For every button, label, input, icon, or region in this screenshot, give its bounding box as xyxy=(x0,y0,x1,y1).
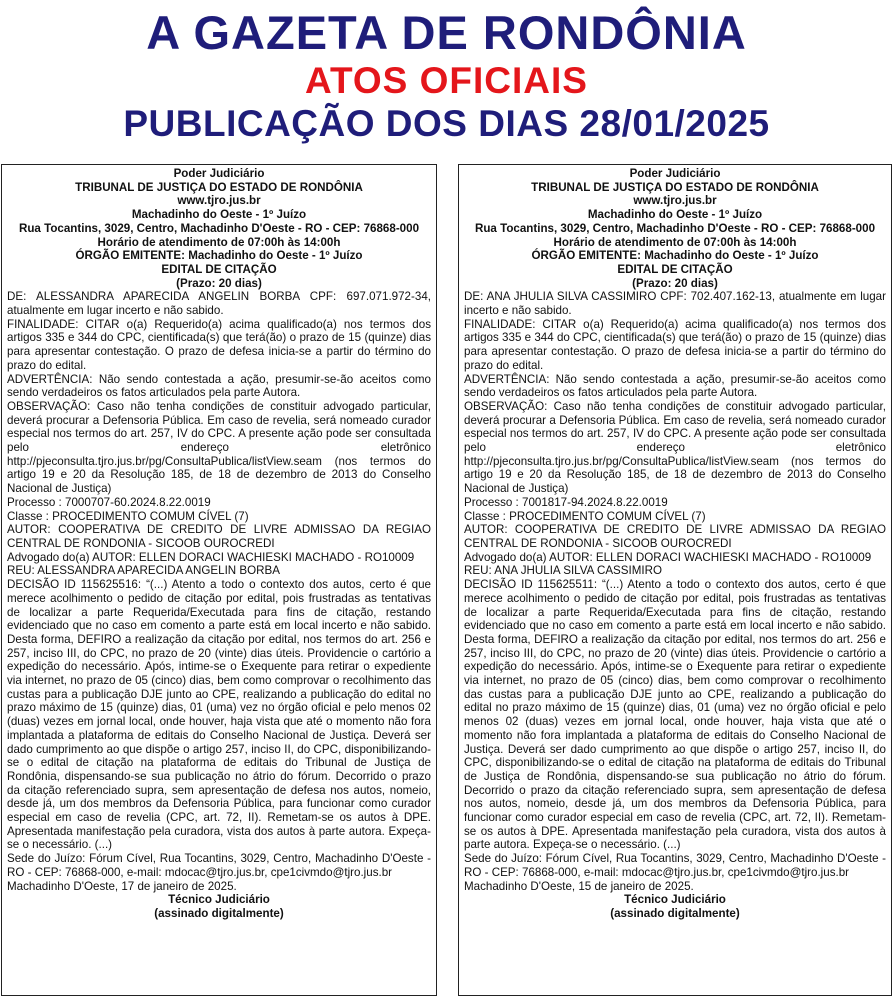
header-line: TRIBUNAL DE JUSTIÇA DO ESTADO DE RONDÔNIA xyxy=(75,180,363,194)
notice-paragraph: Classe : PROCEDIMENTO COMUM CÍVEL (7) xyxy=(7,509,249,523)
header-line: Rua Tocantins, 3029, Centro, Machadinho D'Oeste - RO - CEP: 76868-000 xyxy=(474,221,876,235)
header-line: (Prazo: 20 dias) xyxy=(632,276,718,290)
notice-paragraph: Sede do Juízo: Fórum Cível, Rua Tocantins, 3029, Centro, Machadinho D'Oeste - RO - CEP: 76868-000, e-mail: mdocac@tjro.jus.br, cpe1civmdo@tjro.jus.br xyxy=(464,852,886,879)
notice-paragraph: DECISÃO ID 115625516: “(...) Atento a todo o contexto dos autos, certo é que merece acolhimento o pedido de citação por edital, pois frustradas as tentativas de localizar a parte Requerida/Executada para fins de citação, restando evidenciado que no caso em comento a parte está em local incerto e não sabido. Desta forma, DEFIRO a realização da citação por edital, nos termos do art. 256 e 257, inciso III, do CPC, no prazo de 20 (vinte) dias úteis. Providencie o cartório a expedição do necessário. Após, intime-se o Exequente para retirar o expediente via internet, no prazo de 05 (cinco) dias, bem como comprovar o recolhimento das custas para a publicação DJE junto ao CPE, realizando a publicação do edital no prazo máximo de 15 (quinze) dias, 01 (uma) vez no órgão oficial e pelo menos 02 (duas) vezes em jornal local, onde houver, haja vista que até o momento não fora implantada a plataforma de editais do Conselho Nacional de Justiça. Deverá ser dado cumprimento ao que dispõe o artigo 257, inciso II, do CPC, disponibilizando-se o edital de citação na plataforma de editais do Tribunal de Justiça de Rondônia, dispensando-se sua publicação no átrio do fórum. Decorrido o prazo da citação referenciado supra, sem apresentação de defesa nos autos, nomeio, desde já, um dos membros da Defensoria Pública, para funcionar como curador especial em caso de revelia (CPC, art. 72, II). Remetam-se os autos à DPE. Apresentada manifestação pela curadora, vista dos autos à parte autora. Expeça-se o necessário. (...) xyxy=(7,578,431,852)
header-line: ÓRGÃO EMITENTE: Machadinho do Oeste - 1º Juízo xyxy=(531,249,819,263)
notice-paragraph: AUTOR: COOPERATIVA DE CREDITO DE LIVRE ADMISSAO DA REGIAO CENTRAL DE RONDONIA - SICOOB OUROCREDI xyxy=(464,523,886,550)
header-line: Poder Judiciário xyxy=(173,167,265,180)
notice-paragraph: DE: ALESSANDRA APARECIDA ANGELIN BORBA CPF: 697.071.972-34, atualmente em lugar incerto e não sabido. xyxy=(7,290,431,318)
header-line: www.tjro.jus.br xyxy=(177,194,261,208)
notice-paragraph: ADVERTÊNCIA: Não sendo contestada a ação, presumir-se-ão aceitos como sendo verdadeiros os fatos articulados pela parte Autora. xyxy=(464,372,886,400)
notice-paragraph: FINALIDADE: CITAR o(a) Requerido(a) acima qualificado(a) nos termos dos artigos 335 e 344 do CPC, cientificada(s) que terá(ão) o prazo de 15 (quinze) dias para apresentar contestação. O prazo de defesa inicia-se a partir do término do prazo do edital. xyxy=(7,317,431,372)
notice-paragraph: Machadinho D'Oeste, 17 de janeiro de 2025. xyxy=(7,879,237,893)
header-line: Horário de atendimento de 07:00h às 14:00h xyxy=(97,235,341,249)
notice-paragraph: REU: ANA JHULIA SILVA CASSIMIRO xyxy=(464,564,663,578)
notice-paragraph: REU: ALESSANDRA APARECIDA ANGELIN BORBA xyxy=(7,564,280,578)
signature-line: (assinado digitalmente) xyxy=(610,906,740,920)
notice-paragraph: OBSERVAÇÃO: Caso não tenha condições de constituir advogado particular, deverá procurar a Defensoria Pública. Em caso de revelia, será nomeado curador especial nos termos do art. 257, IV do CPC. A presente ação pode ser consultada pelo endereço eletrônico http://pjeconsulta.tjro.jus.br/pg/ConsultaPublica/listView.seam (nos termos do artigo 19 e 20 da Resolução 185, de 18 de dezembro de 2013 do Conselho Nacional de Justiça) xyxy=(464,399,886,496)
notice-signature xyxy=(7,893,431,920)
header-line: (Prazo: 20 dias) xyxy=(176,276,262,290)
notice-header xyxy=(7,167,431,290)
header-line: TRIBUNAL DE JUSTIÇA DO ESTADO DE RONDÔNIA xyxy=(531,180,819,194)
header-line: Machadinho do Oeste - 1º Juízo xyxy=(587,208,763,222)
signature-line: (assinado digitalmente) xyxy=(154,906,284,920)
notice-paragraph: AUTOR: COOPERATIVA DE CREDITO DE LIVRE ADMISSAO DA REGIAO CENTRAL DE RONDONIA - SICOOB OUROCREDI xyxy=(7,523,431,550)
notice-header xyxy=(464,167,886,290)
notice-paragraph: Machadinho D'Oeste, 15 de janeiro de 2025. xyxy=(464,879,694,893)
notice-paragraph: Processo : 7001817-94.2024.8.22.0019 xyxy=(464,495,668,509)
header-line: Horário de atendimento de 07:00h às 14:00h xyxy=(553,235,797,249)
notice-paragraph: FINALIDADE: CITAR o(a) Requerido(a) acima qualificado(a) nos termos dos artigos 335 e 344 do CPC, cientificada(s) que terá(ão) o prazo de 15 (quinze) dias para apresentar contestação. O prazo de defesa inicia-se a partir do término do prazo do edital. xyxy=(464,317,886,372)
notice-paragraph: OBSERVAÇÃO: Caso não tenha condições de constituir advogado particular, deverá procurar a Defensoria Pública. Em caso de revelia, será nomeado curador especial nos termos do art. 257, IV do CPC. A presente ação pode ser consultada pelo endereço eletrônico http://pjeconsulta.tjro.jus.br/pg/ConsultaPublica/listView.seam (nos termos do artigo 19 e 20 da Resolução 185, de 18 de dezembro de 2013 do Conselho Nacional de Justiça) xyxy=(7,399,431,496)
header-line: www.tjro.jus.br xyxy=(633,194,717,208)
masthead xyxy=(0,6,893,146)
header-line: Rua Tocantins, 3029, Centro, Machadinho D'Oeste - RO - CEP: 76868-000 xyxy=(18,221,420,235)
notice-paragraph: Sede do Juízo: Fórum Cível, Rua Tocantins, 3029, Centro, Machadinho D'Oeste - RO - CEP: 76868-000, e-mail: mdocac@tjro.jus.br, cpe1civmdo@tjro.jus.br xyxy=(7,852,431,879)
newspaper-title: A GAZETA DE RONDÔNIA xyxy=(146,6,747,59)
notice-paragraph: Processo : 7000707-60.2024.8.22.0019 xyxy=(7,495,211,509)
header-line: EDITAL DE CITAÇÃO xyxy=(617,262,733,276)
header-line: EDITAL DE CITAÇÃO xyxy=(161,262,277,276)
header-line: Poder Judiciário xyxy=(629,167,721,180)
notice-paragraph: Classe : PROCEDIMENTO COMUM CÍVEL (7) xyxy=(464,509,706,523)
notice-paragraph: DE: ANA JHULIA SILVA CASSIMIRO CPF: 702.407.162-13, atualmente em lugar incerto e não sabido. xyxy=(464,290,886,318)
notice-box-1 xyxy=(1,164,437,996)
signature-line: Técnico Judiciário xyxy=(624,893,726,907)
notice-paragraph: ADVERTÊNCIA: Não sendo contestada a ação, presumir-se-ão aceitos como sendo verdadeiros os fatos articulados pela parte Autora. xyxy=(7,372,431,400)
header-line: Machadinho do Oeste - 1º Juízo xyxy=(131,208,307,222)
notice-box-2 xyxy=(458,164,892,996)
notice-paragraph: Advogado do(a) AUTOR: ELLEN DORACI WACHIESKI MACHADO - RO10009 xyxy=(7,550,415,564)
notice-signature xyxy=(464,893,886,920)
signature-line: Técnico Judiciário xyxy=(168,893,270,907)
section-title: ATOS OFICIAIS xyxy=(305,60,588,101)
notice-paragraph: DECISÃO ID 115625511: “(...) Atento a todo o contexto dos autos, certo é que merece acolhimento o pedido de citação por edital, pois frustradas as tentativas de localizar a parte Requerida/Executada para fins de citação, restando evidenciado que no caso em comento a parte está em local incerto e não sabido. Desta forma, DEFIRO a realização da citação por edital, nos termos do art. 256 e 257, inciso III, do CPC, no prazo de 20 (vinte) dias úteis. Providencie o cartório a expedição do necessário. Após, intime-se o Exequente para retirar o expediente via internet, no prazo de 05 (cinco) dias, bem como comprovar o recolhimento das custas para a publicação DJE junto ao CPE, realizando a publicação do edital no prazo máximo de 15 (quinze) dias, 01 (uma) vez no órgão oficial e pelo menos 02 (duas) vezes em jornal local, onde houver, haja vista que até o momento não fora implantada a plataforma de editais do Conselho Nacional de Justiça. Deverá ser dado cumprimento ao que dispõe o artigo 257, inciso II, do CPC, disponibilizando-se o edital de citação na plataforma de editais do Tribunal de Justiça de Rondônia, dispensando-se sua publicação no átrio do fórum. Decorrido o prazo da citação referenciado supra, sem apresentação de defesa nos autos, nomeio, desde já, um dos membros da Defensoria Pública, para funcionar como curador especial em caso de revelia (CPC, art. 72, II). Remetam-se os autos à DPE. Apresentada manifestação pela curadora, vista dos autos à parte autora. Expeça-se o necessário. (...) xyxy=(464,578,886,852)
notices-columns xyxy=(0,164,893,996)
header-line: ÓRGÃO EMITENTE: Machadinho do Oeste - 1º Juízo xyxy=(75,249,363,263)
publication-date: PUBLICAÇÃO DOS DIAS 28/01/2025 xyxy=(123,103,770,144)
notice-paragraph: Advogado do(a) AUTOR: ELLEN DORACI WACHIESKI MACHADO - RO10009 xyxy=(464,550,872,564)
